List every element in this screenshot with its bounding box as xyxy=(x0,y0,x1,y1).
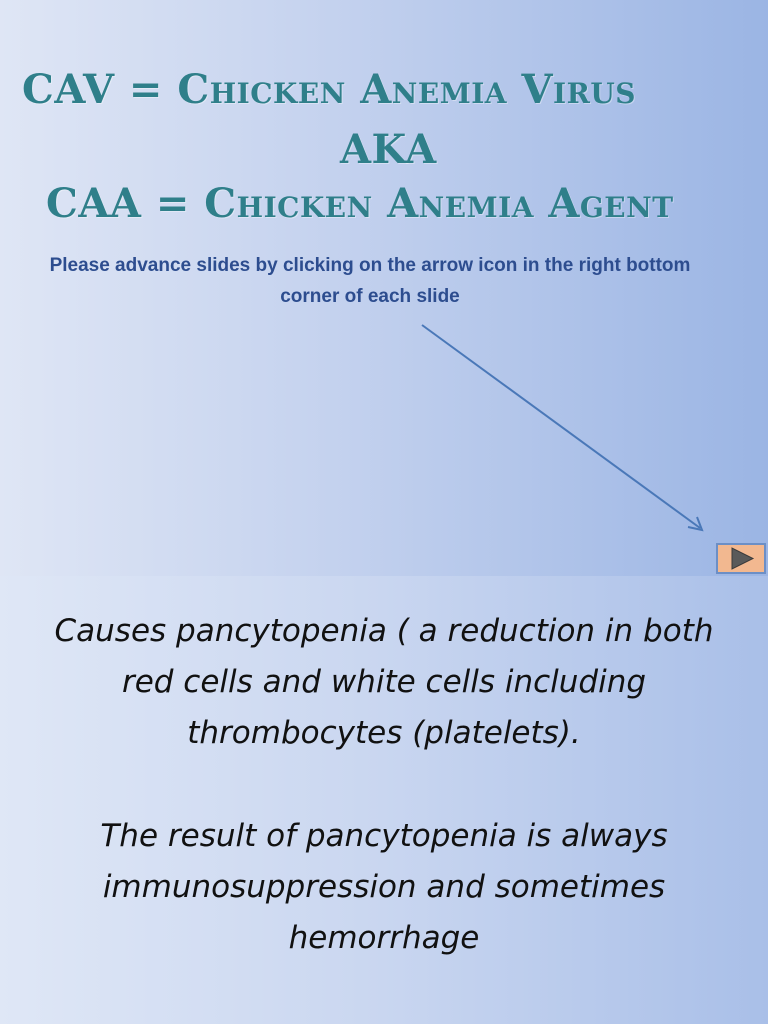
title-line-caa: CAA = Chicken Anemia Agent xyxy=(46,180,674,227)
title-line-aka: AKA xyxy=(340,126,437,173)
title-line-cav: CAV = Chicken Anemia Virus xyxy=(22,66,636,113)
pancytopenia-result-paragraph: The result of pancytopenia is always immunosuppression and sometimes hemorrhage xyxy=(100,818,668,956)
slide-2 xyxy=(0,576,768,1024)
instructions-text: Please advance slides by clicking on the arrow icon in the right bottom corner of each slide xyxy=(49,255,691,307)
play-triangle-icon xyxy=(718,545,764,572)
next-slide-button[interactable] xyxy=(716,543,766,574)
pancytopenia-definition-paragraph: Causes pancytopenia ( a reduction in both red cells and white cells including thrombocytes (platelets). xyxy=(54,613,714,751)
